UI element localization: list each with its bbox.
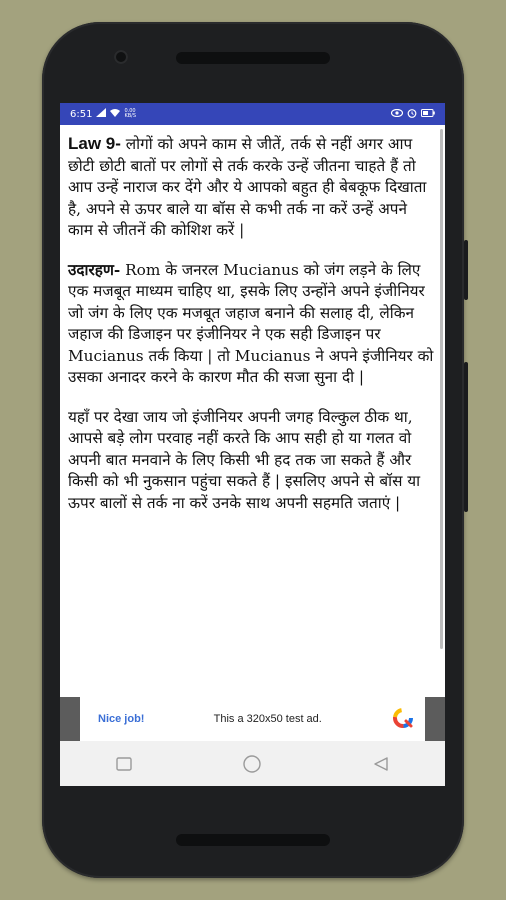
front-camera (114, 50, 128, 64)
home-button[interactable] (238, 750, 266, 778)
paragraph-example (68, 260, 436, 389)
example-heading: उदारहण- (68, 260, 121, 279)
status-time: 6:51 (70, 108, 93, 120)
wifi-icon (110, 108, 120, 120)
earpiece (176, 52, 330, 64)
adchoices-logo-icon[interactable] (391, 706, 415, 733)
law-heading: Law 9- (68, 134, 121, 153)
recents-button[interactable] (110, 750, 138, 778)
back-button[interactable] (367, 750, 395, 778)
alarm-icon (407, 108, 417, 121)
paragraph-law (68, 133, 436, 242)
signal-icon (96, 108, 106, 120)
ad-label: Nice job! (98, 713, 145, 725)
example-body: Rom के जनरल Mucianus को जंग लड़ने के लिए एक मजबूत माध्यम चाहिए था, इसके लिए उन्होंने अपने इंजीनियर जो जंग के लिए एक मजबूत जहाज बनाने की सलाह दी, लेकिन जहाज की डिजाइन पर इंजीनियर ने एक सही डिजाइन पर Mucianus तर्क किया | तो Mucianus ने अपने इंजीनियर को उसका अनादर करने के कारण मौत की सजा सुना दी | (68, 260, 434, 386)
network-speed-value: 0.00 (124, 108, 136, 114)
status-bar (60, 103, 445, 125)
screen (60, 103, 445, 786)
volume-button (464, 240, 468, 300)
ad-left-edge (60, 697, 80, 741)
article-view[interactable] (60, 125, 445, 697)
network-speed-unit: KB/S (124, 113, 137, 119)
law-body: लोगों को अपने काम से जीतें, तर्क से नहीं अगर आप छोटी छोटी बातों पर लोगों से तर्क करके उन्हें जीतना चाहते हैं तो आप उन्हें नाराज कर देंगे और ये आपको बहुत ही बेबकूफ दिखाता है, अपने से ऊपर बाले या बॉस से कभी तर्क ना करें उन्हें अपने काम से जीतनें की कोशिश करें | (68, 135, 427, 239)
ad-text: This a 320x50 test ad. (213, 713, 322, 725)
ad-content[interactable] (80, 697, 425, 741)
article-text (68, 133, 436, 532)
navigation-bar (60, 741, 445, 786)
eye-icon (391, 109, 403, 120)
scrollbar[interactable] (440, 129, 443, 649)
battery-icon (421, 109, 435, 120)
ad-right-edge (425, 697, 445, 741)
power-button (464, 362, 468, 512)
bottom-speaker (176, 834, 330, 846)
paragraph-conclusion: यहाँ पर देखा जाय जो इंजीनियर अपनी जगह विल्कुल ठीक था, आपसे बड़े लोग परवाह नहीं करते कि आप सही हो या गलत वो अपनी बात मनवाने के लिए किसी भी हद तक जा सकते हैं और किसी को भी नुकसान पहुंचा सकते हैं | इसलिए अपने से बॉस या ऊपर बालों से तर्क ना करें उनके साथ अपनी सहमति जताएं | (68, 407, 421, 512)
ad-banner[interactable] (60, 697, 445, 741)
